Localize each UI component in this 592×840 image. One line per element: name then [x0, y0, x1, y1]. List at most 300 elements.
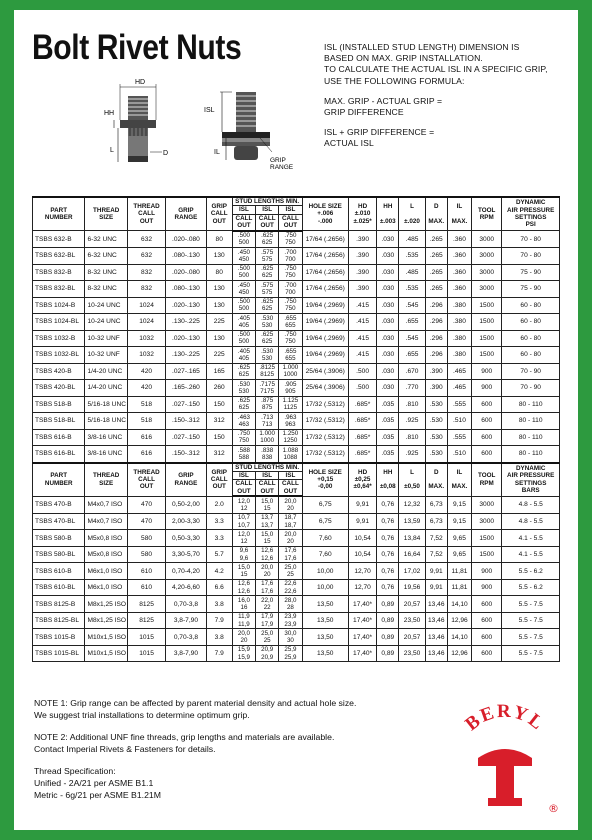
l-value: 17,02 — [399, 563, 425, 580]
grip-range: 2,00-3,30 — [166, 513, 206, 530]
air-pressure: 60 - 80 — [502, 347, 560, 364]
stud-length-3: 20,0 20 — [279, 496, 302, 513]
hh-value: 0,76 — [377, 579, 399, 596]
spec-table — [32, 196, 560, 662]
tool-rpm: 1500 — [472, 530, 502, 547]
stud-length-2: 17,6 17,6 — [256, 579, 279, 596]
thread-size: M4x0,7 ISO — [85, 513, 127, 530]
d-value: .530 — [425, 446, 447, 463]
stud-length-2: 12,6 12,6 — [256, 546, 279, 563]
logo-text-path: BERYL — [461, 700, 549, 736]
l-value: .670 — [399, 363, 425, 380]
l-header: L ±.020 — [399, 197, 425, 231]
hh-value: 0,89 — [377, 596, 399, 613]
isl-subheader: ISL — [279, 206, 302, 214]
stud-length-2: 20,9 20,9 — [256, 645, 279, 662]
l-value: 16,64 — [399, 546, 425, 563]
hole-size: 17/32 (.5312) — [302, 396, 348, 413]
il-value: .465 — [447, 380, 471, 397]
hd-value: .685* — [348, 446, 376, 463]
air-pressure: 5.5 - 7.5 — [502, 629, 560, 646]
hole-size: 17/64 (.2656) — [302, 248, 348, 265]
part-number: TSBS 610-BL — [33, 579, 85, 596]
air-pressure: 80 - 110 — [502, 396, 560, 413]
grip-call-out: 225 — [206, 314, 232, 331]
hd-value: .390 — [348, 264, 376, 281]
l-value: .545 — [399, 330, 425, 347]
thread-call-out-header: THREAD CALL OUT — [127, 197, 165, 231]
thread-call-out: 470 — [127, 496, 165, 513]
thread-size: M4x0,7 ISO — [85, 496, 127, 513]
grip-call-out: 7.9 — [206, 612, 232, 629]
hole-size: 19/64 (.2969) — [302, 330, 348, 347]
thread-call-out: 1024 — [127, 314, 165, 331]
hh-value: 0,89 — [377, 629, 399, 646]
stud-length-3: 28,0 28 — [279, 596, 302, 613]
tool-rpm: 600 — [472, 396, 502, 413]
tool-rpm: 1500 — [472, 546, 502, 563]
l-value: .535 — [399, 281, 425, 298]
hh-label: HH — [104, 110, 115, 117]
hd-label: HD — [134, 79, 146, 86]
grip-range: 0,70-4,20 — [166, 563, 206, 580]
thread-call-out: 832 — [127, 281, 165, 298]
il-value: 9,65 — [447, 530, 471, 547]
thread-size-header: THREAD SIZE — [85, 463, 127, 497]
thread-size: 8-32 UNC — [85, 264, 127, 281]
grip-call-out: 3.8 — [206, 629, 232, 646]
part-number: TSBS 1024-BL — [33, 314, 85, 331]
stud-length-2: .713 713 — [256, 413, 279, 430]
hh-value: .030 — [377, 347, 399, 364]
air-pressure: 80 - 110 — [502, 446, 560, 463]
table-row — [33, 248, 560, 265]
grip-call-out: 225 — [206, 347, 232, 364]
grip-call-out: 130 — [206, 248, 232, 265]
stud-length-3: .655 655 — [279, 314, 302, 331]
hd-value: 10,54 — [348, 546, 376, 563]
tool-rpm: 1500 — [472, 330, 502, 347]
il-value: 9,15 — [447, 496, 471, 513]
hole-size: 17/32 (.5312) — [302, 413, 348, 430]
air-pressure: 70 - 90 — [502, 380, 560, 397]
il-value: 9,15 — [447, 513, 471, 530]
l-value: 20,57 — [399, 629, 425, 646]
d-value: 9,91 — [425, 563, 447, 580]
thread-call-out: 8125 — [127, 596, 165, 613]
grip-call-out: 130 — [206, 330, 232, 347]
grip-range: 3,8-7,90 — [166, 645, 206, 662]
spec-sheet — [14, 10, 578, 830]
hh-value: 0,89 — [377, 645, 399, 662]
grip-range: .027-.165 — [166, 363, 206, 380]
l-value: 20,57 — [399, 596, 425, 613]
part-number: TSBS 632-BL — [33, 248, 85, 265]
l-value: .810 — [399, 396, 425, 413]
il-value: 14,10 — [447, 629, 471, 646]
table-row — [33, 297, 560, 314]
table-row — [33, 330, 560, 347]
part-number: TSBS 1015-BL — [33, 645, 85, 662]
stud-length-2: 15,0 15 — [256, 530, 279, 547]
grip-call-out: 6.6 — [206, 579, 232, 596]
grip-call-out: 3.3 — [206, 513, 232, 530]
formula-intro: ISL (INSTALLED STUD LENGTH) DIMENSION IS BASED ON MAX. GRIP INSTALLATION. TO CALCULATE THE ACTUAL ISL IN A SPECIFIC GRIP, USE THE FOLLOWING FORMULA: — [324, 42, 548, 86]
grip-range: .020-.080 — [166, 264, 206, 281]
table-row — [33, 530, 560, 547]
thread-call-out: 616 — [127, 446, 165, 463]
stud-length-3: .700 700 — [279, 281, 302, 298]
installed-nut-drawing — [204, 92, 294, 171]
hole-size: 17/64 (.2656) — [302, 281, 348, 298]
hd-value: .415 — [348, 297, 376, 314]
grip-range-header: GRIP RANGE — [166, 197, 206, 231]
inch-table-body — [33, 197, 560, 463]
hole-size: 6,75 — [302, 513, 348, 530]
air-pressure: 70 - 80 — [502, 231, 560, 248]
stud-length-2: .625 625 — [256, 297, 279, 314]
hole-size: 13,50 — [302, 596, 348, 613]
l-value: .925 — [399, 446, 425, 463]
stud-length-3: .750 750 — [279, 297, 302, 314]
stud-length-1: 15,0 15 — [232, 563, 255, 580]
l-value: .810 — [399, 429, 425, 446]
table-row — [33, 380, 560, 397]
il-header: IL MAX. — [447, 463, 471, 497]
grip-range: .020-.080 — [166, 231, 206, 248]
table-row — [33, 513, 560, 530]
part-header: PART NUMBER — [33, 463, 85, 497]
l-value: .485 — [399, 231, 425, 248]
hh-value: .030 — [377, 314, 399, 331]
stud-length-3: 1.000 1000 — [279, 363, 302, 380]
hd-value: 9,91 — [348, 496, 376, 513]
thread-call-out: 1032 — [127, 330, 165, 347]
hd-value: .390 — [348, 231, 376, 248]
hole-size: 10,00 — [302, 563, 348, 580]
stud-length-3: 20,0 20 — [279, 530, 302, 547]
stud-length-2: 15,0 15 — [256, 496, 279, 513]
call-out-subheader: CALL OUT — [256, 214, 279, 230]
note-2-contact: Contact Imperial Rivets & Fasteners for details. — [34, 743, 216, 754]
stud-length-1: .405 405 — [232, 347, 255, 364]
grip-range: .020-.130 — [166, 297, 206, 314]
formula-grip-difference: MAX. GRIP - ACTUAL GRIP = GRIP DIFFERENCE — [324, 95, 443, 118]
grip-range: .027-.150 — [166, 396, 206, 413]
tool-rpm: 600 — [472, 629, 502, 646]
stud-length-1: 9,6 9,6 — [232, 546, 255, 563]
table-row — [33, 629, 560, 646]
stud-length-2: .575 575 — [256, 281, 279, 298]
thread-size: 6-32 UNC — [85, 248, 127, 265]
stud-length-1: 16,0 16 — [232, 596, 255, 613]
hd-value: .685* — [348, 429, 376, 446]
l-label: L — [110, 147, 114, 154]
isl-subheader: ISL — [256, 472, 279, 480]
hh-value: 0,76 — [377, 496, 399, 513]
d-value: .530 — [425, 396, 447, 413]
stud-length-3: 25,9 25,9 — [279, 645, 302, 662]
l-value: .535 — [399, 248, 425, 265]
thread-call-out: 1015 — [127, 629, 165, 646]
d-value: .390 — [425, 380, 447, 397]
hole-size-header: HOLE SIZE +.006 -.000 — [302, 197, 348, 231]
stud-length-1: 12,0 12 — [232, 530, 255, 547]
call-out-subheader: CALL OUT — [256, 480, 279, 496]
air-pressure: 60 - 80 — [502, 330, 560, 347]
thread-call-out: 632 — [127, 231, 165, 248]
table-row — [33, 396, 560, 413]
stud-length-2: .7175 7175 — [256, 380, 279, 397]
air-pressure: 70 - 80 — [502, 248, 560, 265]
isl-subheader: ISL — [232, 472, 255, 480]
stud-lengths-header: STUD LENGTHS MIN. — [232, 197, 302, 206]
stud-length-1: 11,9 11,9 — [232, 612, 255, 629]
d-value: .265 — [425, 264, 447, 281]
part-number: TSBS 616-B — [33, 429, 85, 446]
grip-range: 3,8-7,90 — [166, 612, 206, 629]
rivet-logo-icon — [478, 749, 532, 806]
hd-value: 17,40* — [348, 596, 376, 613]
il-value: .380 — [447, 330, 471, 347]
stud-length-2: .625 625 — [256, 330, 279, 347]
d-value: .530 — [425, 413, 447, 430]
thread-spec-title: Thread Specification: — [34, 766, 116, 777]
hole-size: 13,50 — [302, 645, 348, 662]
inch-header-row — [33, 197, 560, 206]
stud-length-3: .700 700 — [279, 248, 302, 265]
part-header: PART NUMBER — [33, 197, 85, 231]
hd-value: 9,91 — [348, 513, 376, 530]
stud-length-3: 25,0 25 — [279, 563, 302, 580]
l-value: .485 — [399, 264, 425, 281]
part-number: TSBS 616-BL — [33, 446, 85, 463]
stud-length-1: 10,7 10,7 — [232, 513, 255, 530]
grip-range-label-line1: GRIP — [270, 157, 286, 164]
tool-rpm: 600 — [472, 446, 502, 463]
thread-size-header: THREAD SIZE — [85, 197, 127, 231]
stud-length-1: .500 500 — [232, 264, 255, 281]
hd-value: 10,54 — [348, 530, 376, 547]
stud-length-1: .405 405 — [232, 314, 255, 331]
hh-value: .030 — [377, 297, 399, 314]
part-number: TSBS 1032-BL — [33, 347, 85, 364]
air-pressure: 70 - 90 — [502, 363, 560, 380]
hh-value: .030 — [377, 264, 399, 281]
stud-length-3: 23,9 23,9 — [279, 612, 302, 629]
thread-size: M10x1,5 ISO — [85, 629, 127, 646]
hd-value: 12,70 — [348, 579, 376, 596]
tool-rpm: 600 — [472, 413, 502, 430]
metric-header-row — [33, 463, 560, 472]
grip-range: .080-.130 — [166, 281, 206, 298]
call-out-subheader: CALL OUT — [232, 480, 255, 496]
grip-range: .080-.130 — [166, 248, 206, 265]
hole-size: 7,60 — [302, 530, 348, 547]
table-row — [33, 314, 560, 331]
hh-value: .030 — [377, 330, 399, 347]
hh-value: 0,76 — [377, 563, 399, 580]
grip-call-out: 3.3 — [206, 530, 232, 547]
stud-length-2: 13,7 13,7 — [256, 513, 279, 530]
table-row — [33, 596, 560, 613]
il-value: 12,96 — [447, 612, 471, 629]
thread-call-out: 518 — [127, 396, 165, 413]
d-value: .296 — [425, 347, 447, 364]
stud-length-3: .750 750 — [279, 330, 302, 347]
stud-length-2: .625 625 — [256, 264, 279, 281]
air-pressure: 5.5 - 6.2 — [502, 563, 560, 580]
thread-size: 10-24 UNC — [85, 297, 127, 314]
tool-rpm: 900 — [472, 579, 502, 596]
tool-rpm: 1500 — [472, 314, 502, 331]
thread-size: 1/4-20 UNC — [85, 380, 127, 397]
d-value: .296 — [425, 297, 447, 314]
stud-length-2: .625 625 — [256, 231, 279, 248]
il-label: IL — [214, 149, 220, 156]
d-value: 7,52 — [425, 530, 447, 547]
l-value: .655 — [399, 314, 425, 331]
thread-call-out: 420 — [127, 363, 165, 380]
hh-value: .030 — [377, 281, 399, 298]
il-value: 11,81 — [447, 563, 471, 580]
il-value: .555 — [447, 396, 471, 413]
thread-call-out: 616 — [127, 429, 165, 446]
part-number: TSBS 518-B — [33, 396, 85, 413]
grip-call-out-header: GRIP CALL OUT — [206, 197, 232, 231]
hh-value: 0,76 — [377, 530, 399, 547]
hd-value: .685* — [348, 413, 376, 430]
stud-length-3: .655 655 — [279, 347, 302, 364]
grip-call-out: 7.9 — [206, 645, 232, 662]
il-value: .360 — [447, 264, 471, 281]
air-pressure: 5.5 - 7.5 — [502, 612, 560, 629]
part-number: TSBS 832-B — [33, 264, 85, 281]
registered-mark: ® — [548, 802, 559, 815]
hh-value: 0,89 — [377, 612, 399, 629]
hh-value: .035 — [377, 413, 399, 430]
part-number: TSBS 610-B — [33, 563, 85, 580]
thread-call-out: 632 — [127, 248, 165, 265]
grip-call-out: 312 — [206, 413, 232, 430]
stud-length-2: .838 838 — [256, 446, 279, 463]
logo-text — [461, 701, 548, 735]
thread-size: 3/8-16 UNC — [85, 429, 127, 446]
stud-length-1: .750 750 — [232, 429, 255, 446]
hd-value: .500 — [348, 363, 376, 380]
d-value: .296 — [425, 314, 447, 331]
grip-range: 4,20-6,60 — [166, 579, 206, 596]
thread-size: 3/8-16 UNC — [85, 446, 127, 463]
d-value: 6,73 — [425, 513, 447, 530]
hh-value: .035 — [377, 446, 399, 463]
stud-length-3: 1.125 1125 — [279, 396, 302, 413]
grip-range: 0,50-3,30 — [166, 530, 206, 547]
part-number: TSBS 8125-BL — [33, 612, 85, 629]
thread-size: M5x0,8 ISO — [85, 530, 127, 547]
stud-length-3: .750 750 — [279, 264, 302, 281]
il-value: .360 — [447, 281, 471, 298]
part-number: TSBS 470-BL — [33, 513, 85, 530]
l-value: .770 — [399, 380, 425, 397]
thread-call-out: 832 — [127, 264, 165, 281]
d-value: .530 — [425, 429, 447, 446]
grip-call-out: 150 — [206, 429, 232, 446]
hole-size: 19/64 (.2969) — [302, 347, 348, 364]
grip-call-out: 80 — [206, 264, 232, 281]
thread-call-out: 580 — [127, 530, 165, 547]
thread-call-out: 1024 — [127, 297, 165, 314]
air-pressure: 80 - 110 — [502, 429, 560, 446]
stud-length-3: 30,0 30 — [279, 629, 302, 646]
d-value: .265 — [425, 281, 447, 298]
note-1: NOTE 1: Grip range can be affected by parent material density and actual hole size. — [34, 698, 357, 708]
tool-rpm: 900 — [472, 380, 502, 397]
table-row — [33, 347, 560, 364]
thread-call-out: 420 — [127, 380, 165, 397]
table-row — [33, 645, 560, 662]
grip-call-out: 130 — [206, 297, 232, 314]
page-title: Bolt Rivet Nuts — [32, 28, 242, 67]
il-value: .465 — [447, 363, 471, 380]
thread-call-out: 518 — [127, 413, 165, 430]
hd-value: .685* — [348, 396, 376, 413]
tool-rpm: 3000 — [472, 496, 502, 513]
hh-value: 0,76 — [377, 546, 399, 563]
stud-length-1: .500 500 — [232, 231, 255, 248]
thread-call-out: 1015 — [127, 645, 165, 662]
thread-call-out: 610 — [127, 579, 165, 596]
part-number: TSBS 8125-B — [33, 596, 85, 613]
stud-length-3: 17,6 17,6 — [279, 546, 302, 563]
thread-size: 10-32 UNF — [85, 330, 127, 347]
d-value: 9,91 — [425, 579, 447, 596]
thread-call-out: 580 — [127, 546, 165, 563]
tool-rpm: 600 — [472, 596, 502, 613]
d-value: 7,52 — [425, 546, 447, 563]
note-2: NOTE 2: Additional UNF fine threads, grip lengths and materials are available. — [34, 732, 335, 743]
air-pressure: 4.8 - 5.5 — [502, 496, 560, 513]
grip-range: 3,30-5,70 — [166, 546, 206, 563]
air-pressure: 5.5 - 7.5 — [502, 645, 560, 662]
thread-call-out: 8125 — [127, 612, 165, 629]
table-row — [33, 429, 560, 446]
call-out-subheader: CALL OUT — [279, 480, 302, 496]
tool-rpm: 600 — [472, 645, 502, 662]
stud-length-2: .8125 8125 — [256, 363, 279, 380]
stud-length-1: .450 450 — [232, 248, 255, 265]
table-row — [33, 579, 560, 596]
hole-size: 17/32 (.5312) — [302, 446, 348, 463]
il-value: .360 — [447, 231, 471, 248]
d-value: 13,46 — [425, 596, 447, 613]
hh-value: .030 — [377, 380, 399, 397]
thread-spec-unified: Unified - 2A/21 per ASME B1.1 — [34, 777, 154, 788]
part-number: TSBS 580-BL — [33, 546, 85, 563]
hd-value: .415 — [348, 314, 376, 331]
part-number: TSBS 1015-B — [33, 629, 85, 646]
table-row — [33, 496, 560, 513]
stud-length-2: 1.000 1000 — [256, 429, 279, 446]
hole-size: 6,75 — [302, 496, 348, 513]
grip-call-out: 130 — [206, 281, 232, 298]
beryl-logo — [450, 700, 560, 820]
d-value: 13,46 — [425, 612, 447, 629]
air-pressure: 80 - 110 — [502, 413, 560, 430]
grip-range-label — [270, 157, 294, 171]
hole-size: 7,60 — [302, 546, 348, 563]
hole-size: 17/64 (.2656) — [302, 231, 348, 248]
